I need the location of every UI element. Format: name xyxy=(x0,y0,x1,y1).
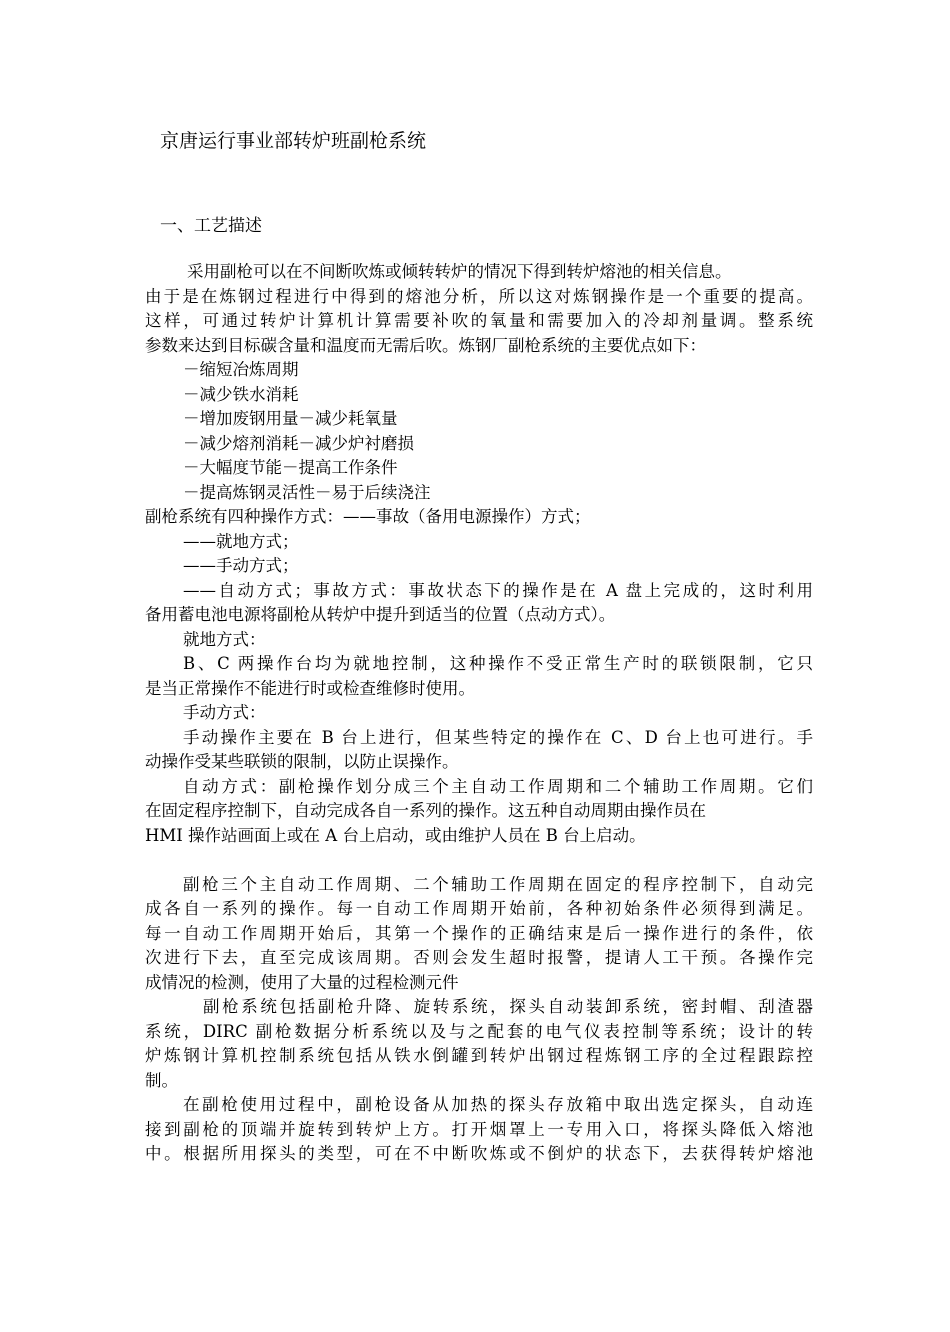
document-title: 京唐运行事业部转炉班副枪系统 xyxy=(160,130,427,152)
list-item: －减少铁水消耗 xyxy=(183,384,299,404)
paragraph-line: 由于是在炼钢过程进行中得到的熔池分析，所以这对炼钢操作是一个重要的提高。 xyxy=(145,286,813,306)
list-item: －减少熔剂消耗－减少炉衬磨损 xyxy=(183,433,414,453)
paragraph-line: 动操作受某些联锁的限制，以防止误操作。 xyxy=(145,752,459,771)
paragraph-line: 系统，DIRC 副枪数据分析系统以及与之配套的电气仪表控制等系统；设计的转 xyxy=(145,1021,813,1041)
paragraph-line: 就地方式： xyxy=(183,629,266,649)
paragraph-line: HMI 操作站画面上或在 A 台上启动，或由维护人员在 B 台上启动。 xyxy=(145,825,646,845)
paragraph-line: 采用副枪可以在不间断吹炼或倾转转炉的情况下得到转炉熔池的相关信息。 xyxy=(187,262,732,281)
paragraph-line: 副枪三个主自动工作周期、二个辅助工作周期在固定的程序控制下，自动完 xyxy=(183,874,813,894)
list-item: －缩短冶炼周期 xyxy=(183,360,299,379)
paragraph-line: 自动方式：副枪操作划分成三个主自动工作周期和二个辅助工作周期。它们 xyxy=(183,776,813,796)
paragraph-line: 每一自动工作周期开始后，其第一个操作的正确结束是后一操作进行的条件，依 xyxy=(145,923,813,943)
paragraph-line: 这样，可通过转炉计算机计算需要补吹的氧量和需要加入的冷却剂量调。整系统 xyxy=(145,311,813,330)
paragraph-line: ——自动方式；事故方式：事故状态下的操作是在 A 盘上完成的，这时利用 xyxy=(183,580,813,600)
paragraph-line: ——就地方式； xyxy=(183,531,299,551)
list-item: －大幅度节能－提高工作条件 xyxy=(183,458,398,477)
paragraph-line: 参数来达到目标碳含量和温度而无需后吹。炼钢厂副枪系统的主要优点如下： xyxy=(145,335,706,355)
paragraph-line: 制。 xyxy=(145,1070,178,1090)
paragraph-line: B、C 两操作台均为就地控制，这种操作不受正常生产时的联锁限制，它只 xyxy=(183,654,813,673)
paragraph-line: 在固定程序控制下，自动完成各自一系列的操作。这五种自动周期由操作员在 xyxy=(145,801,706,820)
paragraph-line: 手动操作主要在 B 台上进行，但某些特定的操作在 C、D 台上也可进行。手 xyxy=(183,727,813,747)
paragraph-line: 备用蓄电池电源将副枪从转炉中提升到适当的位置（点动方式）。 xyxy=(145,605,616,624)
paragraph-line: 次进行下去，直至完成该周期。否则会发生超时报警，提请人工干预。各操作完 xyxy=(145,948,813,967)
blank-line xyxy=(145,848,813,873)
paragraph-line: 成各自一系列的操作。每一自动工作周期开始前，各种初始条件必须得到满足。 xyxy=(145,899,813,918)
paragraph-line: 是当正常操作不能进行时或检查维修时使用。 xyxy=(145,678,475,698)
section-heading: 一、工艺描述 xyxy=(160,216,262,236)
paragraph-line: 接到副枪的顶端并旋转到转炉上方。打开烟罩上一专用入口，将探头降低入熔池 xyxy=(145,1119,813,1139)
document-body xyxy=(145,260,813,1167)
paragraph-line: ——手动方式； xyxy=(183,556,299,575)
paragraph-line: 副枪系统包括副枪升降、旋转系统，探头自动装卸系统，密封帽、刮渣器 xyxy=(203,997,813,1016)
list-item: －增加废钢用量－减少耗氧量 xyxy=(183,409,398,428)
list-item: －提高炼钢灵活性－易于后续浇注 xyxy=(183,482,431,502)
paragraph-line: 副枪系统有四种操作方式：——事故（备用电源操作）方式； xyxy=(145,507,591,526)
paragraph-line: 成情况的检测，使用了大量的过程检测元件 xyxy=(145,972,459,992)
paragraph-line: 手动方式： xyxy=(183,703,266,722)
paragraph-line: 中。根据所用探头的类型，可在不中断吹炼或不倒炉的状态下，去获得转炉熔池 xyxy=(145,1144,813,1163)
paragraph-line: 在副枪使用过程中，副枪设备从加热的探头存放箱中取出选定探头，自动连 xyxy=(183,1095,813,1114)
paragraph-line: 炉炼钢计算机控制系统包括从铁水倒罐到转炉出钢过程炼钢工序的全过程跟踪控 xyxy=(145,1046,813,1065)
